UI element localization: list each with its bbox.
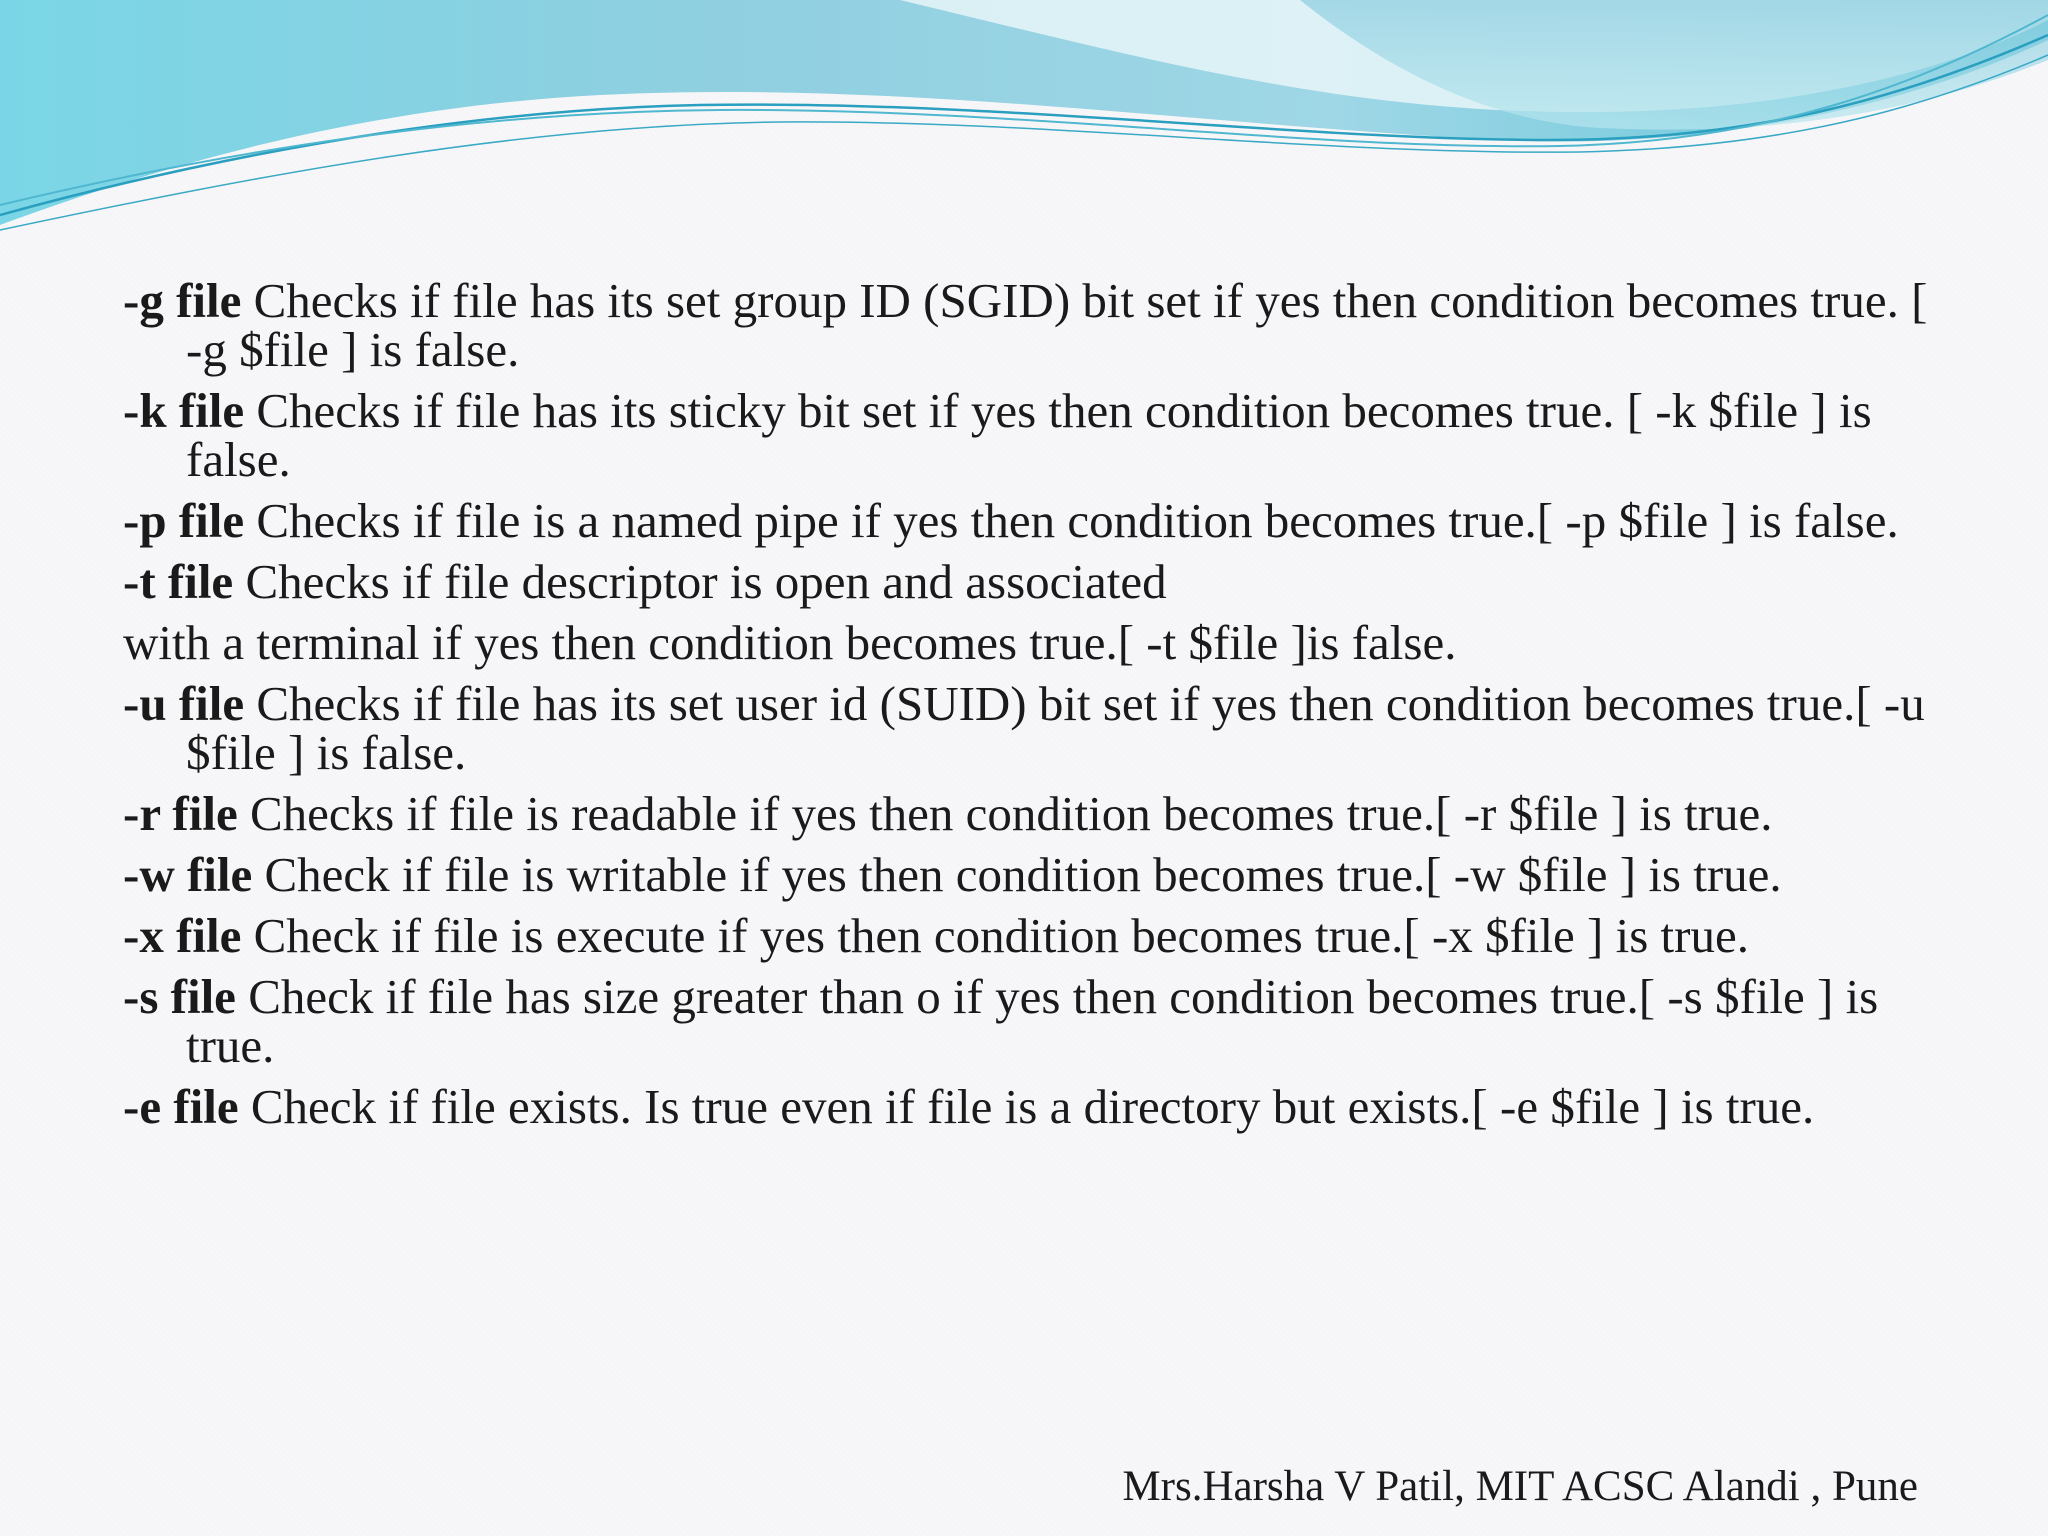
entry-text: Checks if file is a named pipe if yes then condition becomes true.[ -p $file ] is false. <box>244 493 1899 548</box>
entry-e <box>123 1079 1933 1134</box>
entry-text: Checks if file descriptor is open and associated <box>233 554 1167 609</box>
entry-t <box>123 554 1933 609</box>
entry-flag: -r file <box>123 786 238 841</box>
entry-t-continuation <box>123 615 1933 670</box>
header-wave-decoration <box>0 0 2048 240</box>
entry-flag: -s file <box>123 969 236 1024</box>
slide-content <box>123 273 1933 1143</box>
entry-flag: -t file <box>123 554 234 609</box>
entry-flag: -e file <box>123 1079 239 1134</box>
entry-x <box>123 908 1933 963</box>
slide-footer: Mrs.Harsha V Patil, MIT ACSC Alandi , Pune <box>1122 1463 1918 1510</box>
entry-text: Check if file is execute if yes then condition becomes true.[ -x $file ] is true. <box>241 908 1749 963</box>
entry-text: with a terminal if yes then condition becomes true.[ -t $file ]is false. <box>123 615 1457 670</box>
entry-flag: -k file <box>123 383 245 438</box>
entry-text: Checks if file has its set user id (SUID) bit set if yes then condition becomes true.[ -u $file ] is false. <box>186 676 1925 780</box>
entry-flag: -u file <box>123 676 245 731</box>
entry-flag: -p file <box>123 493 245 548</box>
entry-r <box>123 786 1933 841</box>
entry-flag: -x file <box>123 908 242 963</box>
entry-u <box>123 676 1933 780</box>
entry-k <box>123 383 1933 487</box>
entry-flag: -w file <box>123 847 253 902</box>
entry-text: Check if file is writable if yes then condition becomes true.[ -w $file ] is true. <box>252 847 1782 902</box>
entry-text: Checks if file has its set group ID (SGID) bit set if yes then condition becomes true. [ -g $file ] is false. <box>186 273 1928 377</box>
entry-text: Checks if file is readable if yes then condition becomes true.[ -r $file ] is true. <box>237 786 1773 841</box>
entry-flag: -g file <box>123 273 242 328</box>
entry-w <box>123 847 1933 902</box>
entry-s <box>123 969 1933 1073</box>
entry-g <box>123 273 1933 377</box>
entry-text: Check if file exists. Is true even if file is a directory but exists.[ -e $file ] is true. <box>238 1079 1815 1134</box>
entry-text: Checks if file has its sticky bit set if yes then condition becomes true. [ -k $file ] is false. <box>186 383 1872 487</box>
entry-text: Check if file has size greater than o if yes then condition becomes true.[ -s $file ] is true. <box>186 969 1879 1073</box>
entry-p <box>123 493 1933 548</box>
